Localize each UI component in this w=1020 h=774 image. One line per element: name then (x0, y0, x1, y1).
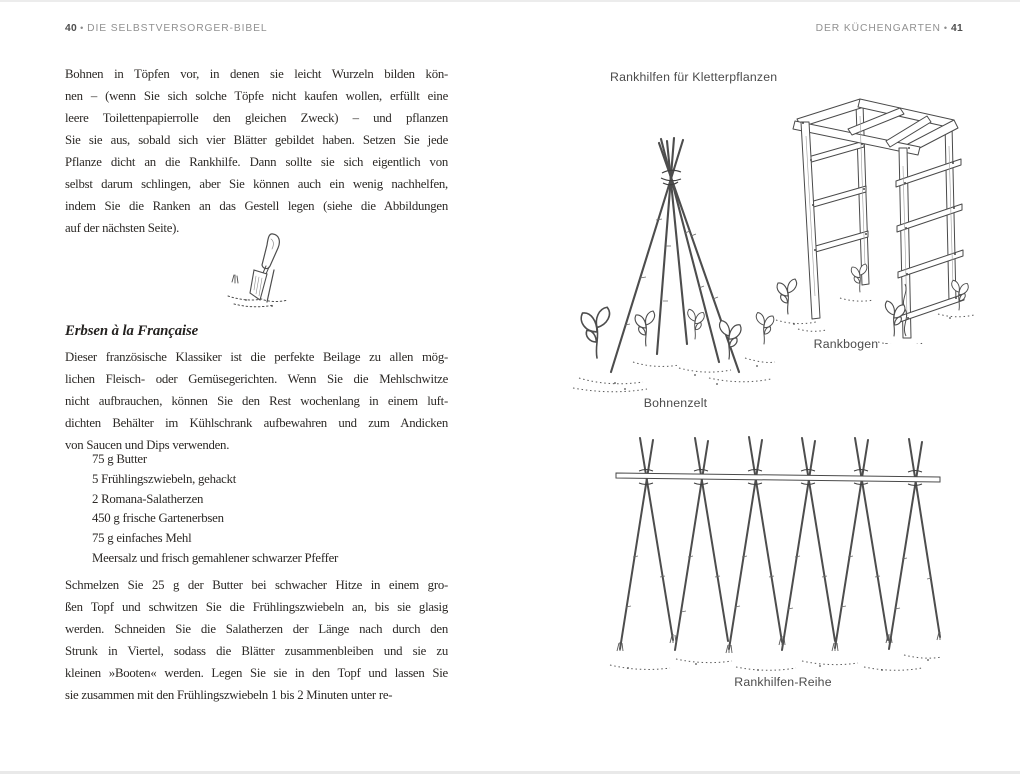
row-canes (620, 437, 940, 650)
paragraph-recipe-intro (65, 346, 448, 456)
caption-bohnenzelt: Bohnenzelt (643, 396, 708, 410)
text-line: nicht aufbrauchen, können Sie den Rest wochenlang in einem luft- (65, 394, 448, 408)
tepee-seedlings (581, 307, 774, 359)
text-line: 75 g Butter (92, 452, 147, 466)
text-line: kleinen »Booten« werden. Legen Sie sie in den Topf und lassen Sie (65, 666, 448, 680)
text-line: Dieser französische Klassiker ist die perfekte Beilage zu allen mög- (65, 350, 448, 364)
paragraph-method (65, 574, 448, 706)
text-line: Meersalz und frisch gemahlener schwarzer Pfeffer (92, 550, 339, 565)
row-soil-dots (627, 659, 929, 671)
text-line: ßen Topf und schwitzen Sie die Frühlingszwiebeln an, bis sie glasig (65, 600, 448, 614)
text-line: von Saucen und Dips verwenden. (65, 438, 230, 452)
trowel-illustration (220, 230, 298, 314)
text-line: 450 g frische Gartenerbsen (92, 511, 224, 526)
chapter-title: DER KÜCHENGARTEN (815, 23, 941, 34)
paragraph-bean-pots (65, 63, 448, 239)
running-header-right (816, 23, 963, 34)
text-line: Bohnen in Töpfen vor, in denen sie leicht Wurzeln bilden kön- (65, 67, 448, 81)
text-line: 2 Romana-Salatherzen (92, 491, 204, 506)
arch-pegs (802, 122, 957, 319)
bean-tepee-illustration (567, 96, 779, 396)
running-header-left (65, 23, 268, 34)
text-line: 5 Frühlingszwiebeln, gehackt (92, 471, 237, 486)
text-line: dichten Behälter im Kühlschrank aufbewahren und zum Andicken (65, 416, 448, 430)
recipe-heading: Erbsen à la Française (65, 323, 199, 339)
tepee-soil-dots (614, 365, 758, 390)
trowel-drawing (228, 234, 288, 307)
text-line: Sie sie aus, sobald sich vier Blätter gebildet haben. Setzen Sie jede (65, 133, 448, 147)
row-node-ticks (626, 556, 932, 612)
scan-edge-top (0, 0, 1020, 2)
text-line: selbst darum schlingen, aber Sie können auch ein wenig nachhelfen, (65, 177, 448, 191)
text-line: Strunk in Viertel, sodass die Blätter zusammenbleiben und sie zu (65, 644, 448, 658)
tepee-soil (573, 358, 775, 392)
arch-frame (793, 99, 964, 338)
text-line: auf der nächsten Seite). (65, 221, 180, 235)
text-line: Schmelzen Sie 25 g der Butter bei schwacher Hitze in einem gro- (65, 578, 448, 592)
text-line: werden. Schneiden Sie die Salatherzen der Länge nach durch den (65, 622, 448, 636)
caption-rankbogen: Rankbogen (813, 337, 879, 351)
text-line: sie zusammen mit den Frühlingszwiebeln 1 bis 2 Minuten unter re- (65, 688, 393, 702)
page-number-left: 40 (65, 23, 78, 34)
text-line: 75 g einfaches Mehl (92, 531, 192, 546)
text-line: lichen Fleisch- oder Gemüsegerichten. Wenn Sie die Mehlschwitze (65, 372, 448, 386)
arch-seedlings (777, 264, 968, 336)
caption-rankhilfen-reihe: Rankhilfen-Reihe (734, 675, 832, 689)
row-soil (610, 655, 942, 670)
tepee-canes (611, 138, 739, 372)
page-number-right: 41 (950, 23, 963, 34)
rank-arch-illustration (770, 86, 978, 344)
text-line: indem Sie die Ranken an das Gestell legen (siehe die Abbildungen (65, 199, 448, 213)
text-line: Pflanze dicht an die Rankhilfe. Dann sollte sie sich eigentlich von (65, 155, 448, 169)
cane-row-illustration (606, 427, 944, 675)
header-bullet-right: • (943, 23, 948, 33)
horizontal-cane (616, 473, 940, 482)
figure-title: Rankhilfen für Kletterpflanzen (610, 70, 778, 84)
ingredient-list (92, 450, 448, 569)
header-bullet-left: • (80, 23, 85, 33)
book-title: DIE SELBSTVERSORGER-BIBEL (87, 23, 268, 34)
text-line: nen – (wenn Sie sich solche Töpfe nicht kaufen wollen, erfüllt eine (65, 89, 448, 103)
text-line: leere Toilettenpapierrolle den gleichen Zweck) – und pflanzen (65, 111, 448, 125)
